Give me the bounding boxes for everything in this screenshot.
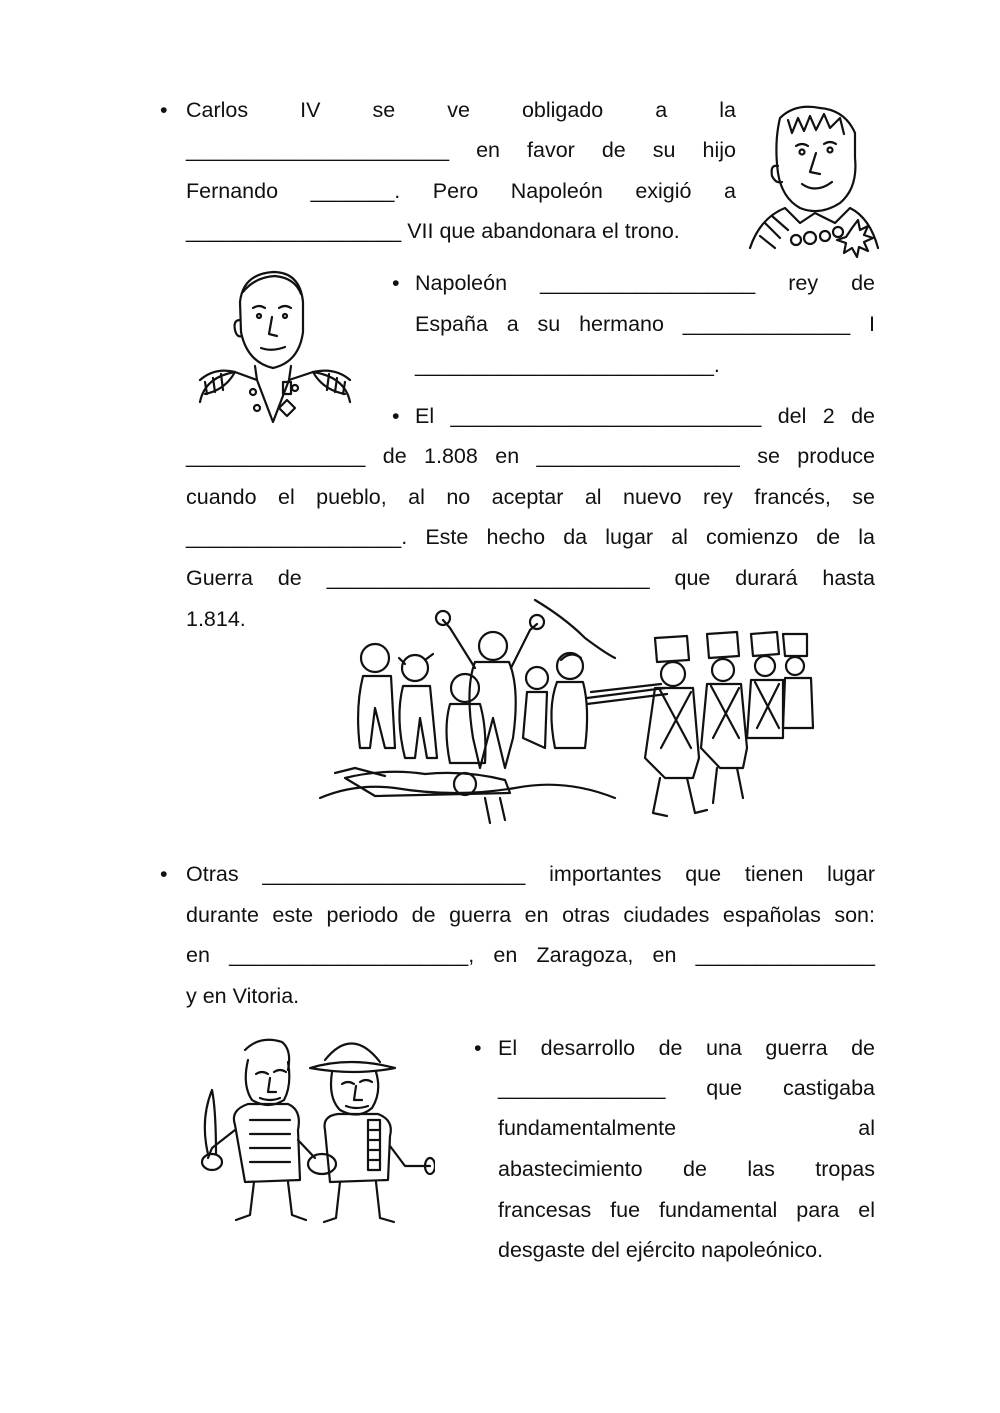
s1-line-1: Carlos IV se ve obligado a la [186, 98, 736, 122]
bullet-5: • [474, 1036, 482, 1060]
bullet-4: • [160, 862, 168, 886]
guerrilleros-icon [190, 1030, 435, 1230]
s4-line-4: y en Vitoria. [186, 984, 300, 1008]
s2-line-1: Napoleón __________________ rey de [415, 271, 875, 295]
s1-line-4: __________________ VII que abandonara el trono. [186, 219, 680, 243]
s5-line-4: abastecimiento de las tropas [498, 1157, 875, 1181]
s5-line-5: francesas fue fundamental para el [498, 1198, 875, 1222]
s4-line-3: en ____________________, en Zaragoza, en _______________ [186, 943, 875, 967]
s3-line-5: Guerra de ___________________________ que durará hasta [186, 566, 875, 590]
s5-line-1: El desarrollo de una guerra de [498, 1036, 875, 1060]
s3-line-1: El __________________________ del 2 de [415, 404, 875, 428]
s5-line-6: desgaste del ejército napoleónico. [498, 1238, 824, 1262]
s5-line-3: fundamentalmente al [498, 1116, 875, 1140]
bullet-3: • [392, 404, 400, 428]
s2-line-3: _________________________. [415, 353, 720, 377]
s3-line-6: 1.814. [186, 607, 246, 631]
s1-line-2: ______________________ en favor de su hijo [186, 138, 736, 162]
s5-line-2: ______________ que castigaba [498, 1076, 875, 1100]
bullet-1: • [160, 98, 168, 122]
s4-line-1: Otras ______________________ importantes que tienen lugar [186, 862, 875, 886]
s3-line-3: cuando el pueblo, al no aceptar al nuevo rey francés, se [186, 485, 875, 509]
s3-line-4: __________________. Este hecho da lugar al comienzo de la [186, 525, 875, 549]
carlos-iv-portrait-icon [740, 98, 880, 258]
dos-de-mayo-scene-icon [315, 598, 815, 833]
bullet-2: • [392, 271, 400, 295]
napoleon-portrait-icon [195, 262, 355, 427]
s1-line-3: Fernando _______. Pero Napoleón exigió a [186, 179, 736, 203]
s3-line-2: _______________ de 1.808 en _________________ se produce [186, 444, 875, 468]
s4-line-2: durante este periodo de guerra en otras ciudades españolas son: [186, 903, 875, 927]
s2-line-2: España a su hermano ______________ I [415, 312, 875, 336]
